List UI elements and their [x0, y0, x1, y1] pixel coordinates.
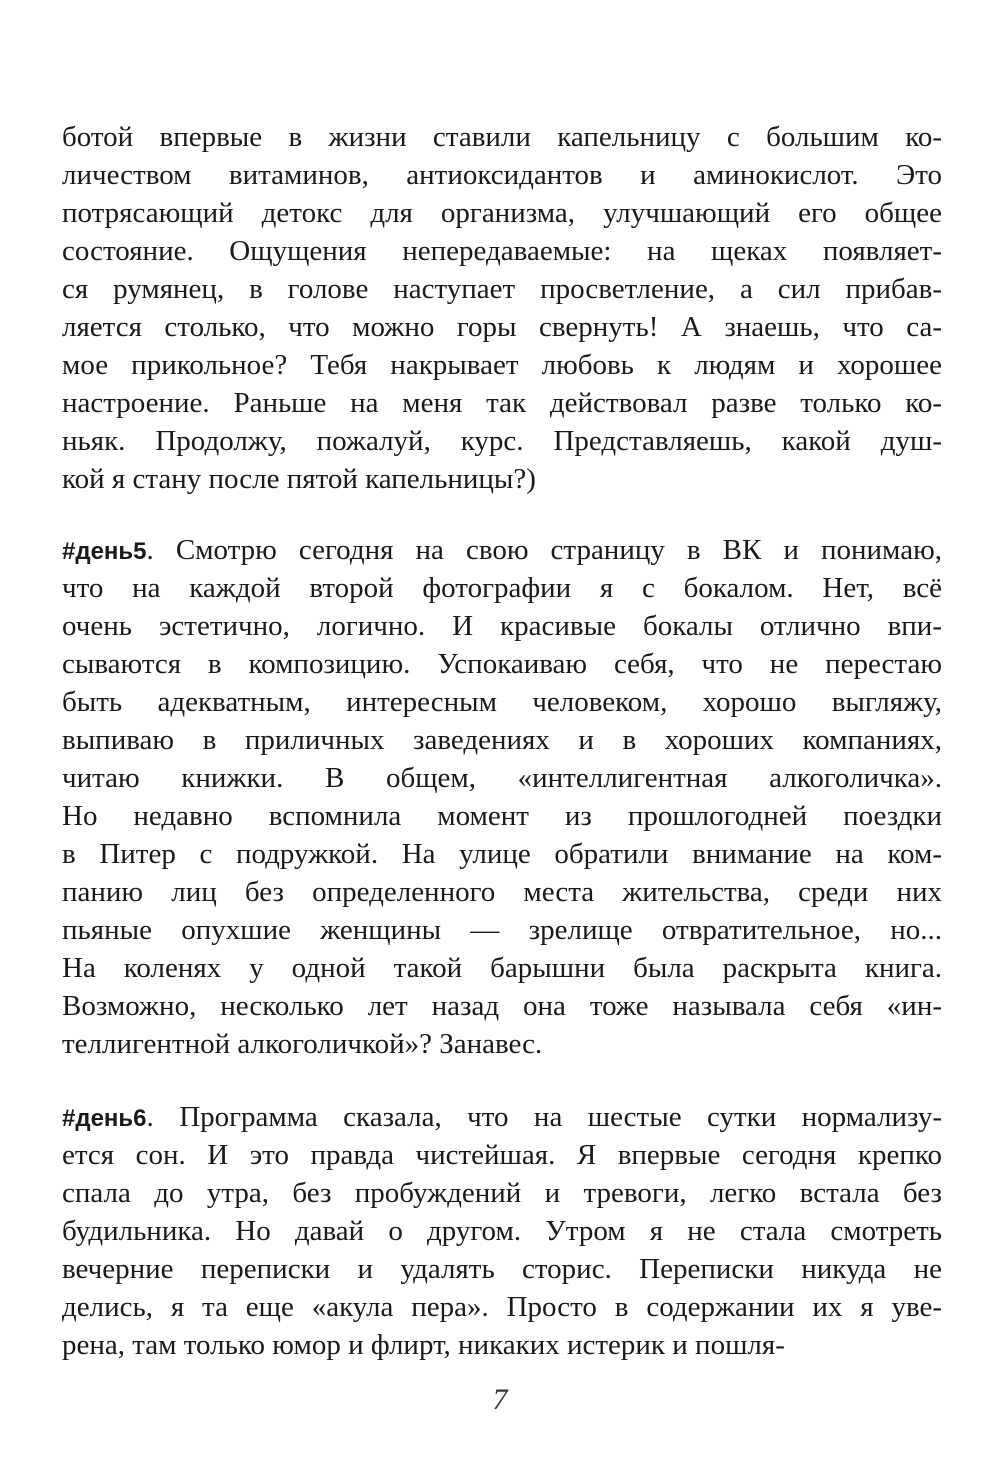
text-line [62, 1212, 942, 1250]
line-text: мое прикольное? Тебя накрывает любовь к людям и хорошее [62, 349, 942, 381]
text-line [62, 194, 942, 232]
line-text: читаю книжки. В общем, «интеллигентная алкоголичка». [62, 762, 942, 794]
line-text: ся румянец, в голове наступает просветление, а сил прибав- [62, 273, 942, 305]
line-text: панию лиц без определенного места жительства, среди них [62, 876, 942, 908]
text-line [62, 346, 942, 384]
line-text: пьяные опухшие женщины — зрелище отвратительное, но... [62, 914, 942, 946]
text-line [62, 1326, 942, 1364]
line-text: что на каждой второй фотографии я с бокалом. Нет, всё [62, 572, 942, 604]
line-text: рена, там только юмор и флирт, никаких истерик и пошля- [62, 1329, 785, 1361]
line-text: очень эстетично, логично. И красивые бокалы отлично впи- [62, 610, 942, 642]
text-line [62, 949, 942, 987]
line-text: кой я стану после пятой капельницы?) [62, 463, 536, 495]
text-line [62, 1098, 942, 1136]
text-line [62, 1025, 942, 1063]
line-text: состояние. Ощущения непередаваемые: на щеках появляет- [62, 235, 942, 267]
line-text: ется сон. И это правда чистейшая. Я впервые сегодня крепко [62, 1139, 942, 1171]
text-line [62, 987, 942, 1025]
line-text: в Питер с подружкой. На улице обратили внимание на ком- [62, 838, 942, 870]
text-line [62, 232, 942, 270]
text-line [62, 835, 942, 873]
text-line [62, 156, 942, 194]
line-text: ботой впервые в жизни ставили капельницу с большим ко- [62, 121, 942, 153]
paragraph-continuation [62, 118, 942, 498]
line-text: вечерние переписки и удалять сторис. Переписки никуда не [62, 1253, 942, 1285]
paragraph-day5 [62, 531, 942, 1063]
text-line [62, 645, 942, 683]
text-line [62, 873, 942, 911]
line-text: Возможно, несколько лет назад она тоже называла себя «ин- [62, 990, 942, 1022]
text-line [62, 270, 942, 308]
line-text: личеством витаминов, антиоксидантов и аминокислот. Это [62, 159, 942, 191]
text-line [62, 308, 942, 346]
text-line [62, 1288, 942, 1326]
text-line [62, 384, 942, 422]
line-text: . Смотрю сегодня на свою страницу в ВК и понимаю, [146, 534, 942, 566]
text-line [62, 460, 942, 498]
text-line [62, 531, 942, 569]
text-line [62, 911, 942, 949]
line-text: настроение. Раньше на меня так действовал разве только ко- [62, 387, 942, 419]
text-line [62, 1136, 942, 1174]
line-text: выпиваю в приличных заведениях и в хороших компаниях, [62, 724, 942, 756]
line-text: потрясающий детокс для организма, улучшающий его общее [62, 197, 942, 229]
text-line [62, 683, 942, 721]
line-text: ньяк. Продолжу, пожалуй, курс. Представляешь, какой душ- [62, 425, 942, 457]
line-text: теллигентной алкоголичкой»? Занавес. [62, 1028, 543, 1060]
line-text: быть адекватным, интересным человеком, хорошо выгляжу, [62, 686, 942, 718]
line-text: . Программа сказала, что на шестые сутки нормализу- [146, 1101, 942, 1133]
line-text: ляется столько, что можно горы свернуть! А знаешь, что са- [62, 311, 942, 343]
paragraph-day6 [62, 1098, 942, 1364]
text-line [62, 1250, 942, 1288]
text-line [62, 118, 942, 156]
line-text: будильника. Но давай о другом. Утром я не стала смотреть [62, 1215, 942, 1247]
line-text: На коленях у одной такой барышни была раскрыта книга. [62, 952, 942, 984]
line-text: Но недавно вспомнила момент из прошлогодней поездки [62, 800, 942, 832]
text-line [62, 1174, 942, 1212]
day-hashtag: #день5 [62, 538, 147, 565]
text-line [62, 797, 942, 835]
text-line [62, 759, 942, 797]
text-line [62, 607, 942, 645]
text-line [62, 422, 942, 460]
line-text: делись, я та еще «акула пера». Просто в содержании их я уве- [62, 1291, 942, 1323]
line-text: сываются в композицию. Успокаиваю себя, что не перестаю [62, 648, 942, 680]
line-text: спала до утра, без пробуждений и тревоги, легко встала без [62, 1177, 942, 1209]
text-line [62, 721, 942, 759]
day-hashtag: #день6 [62, 1105, 147, 1132]
page-number: 7 [492, 1383, 508, 1416]
text-line [62, 569, 942, 607]
